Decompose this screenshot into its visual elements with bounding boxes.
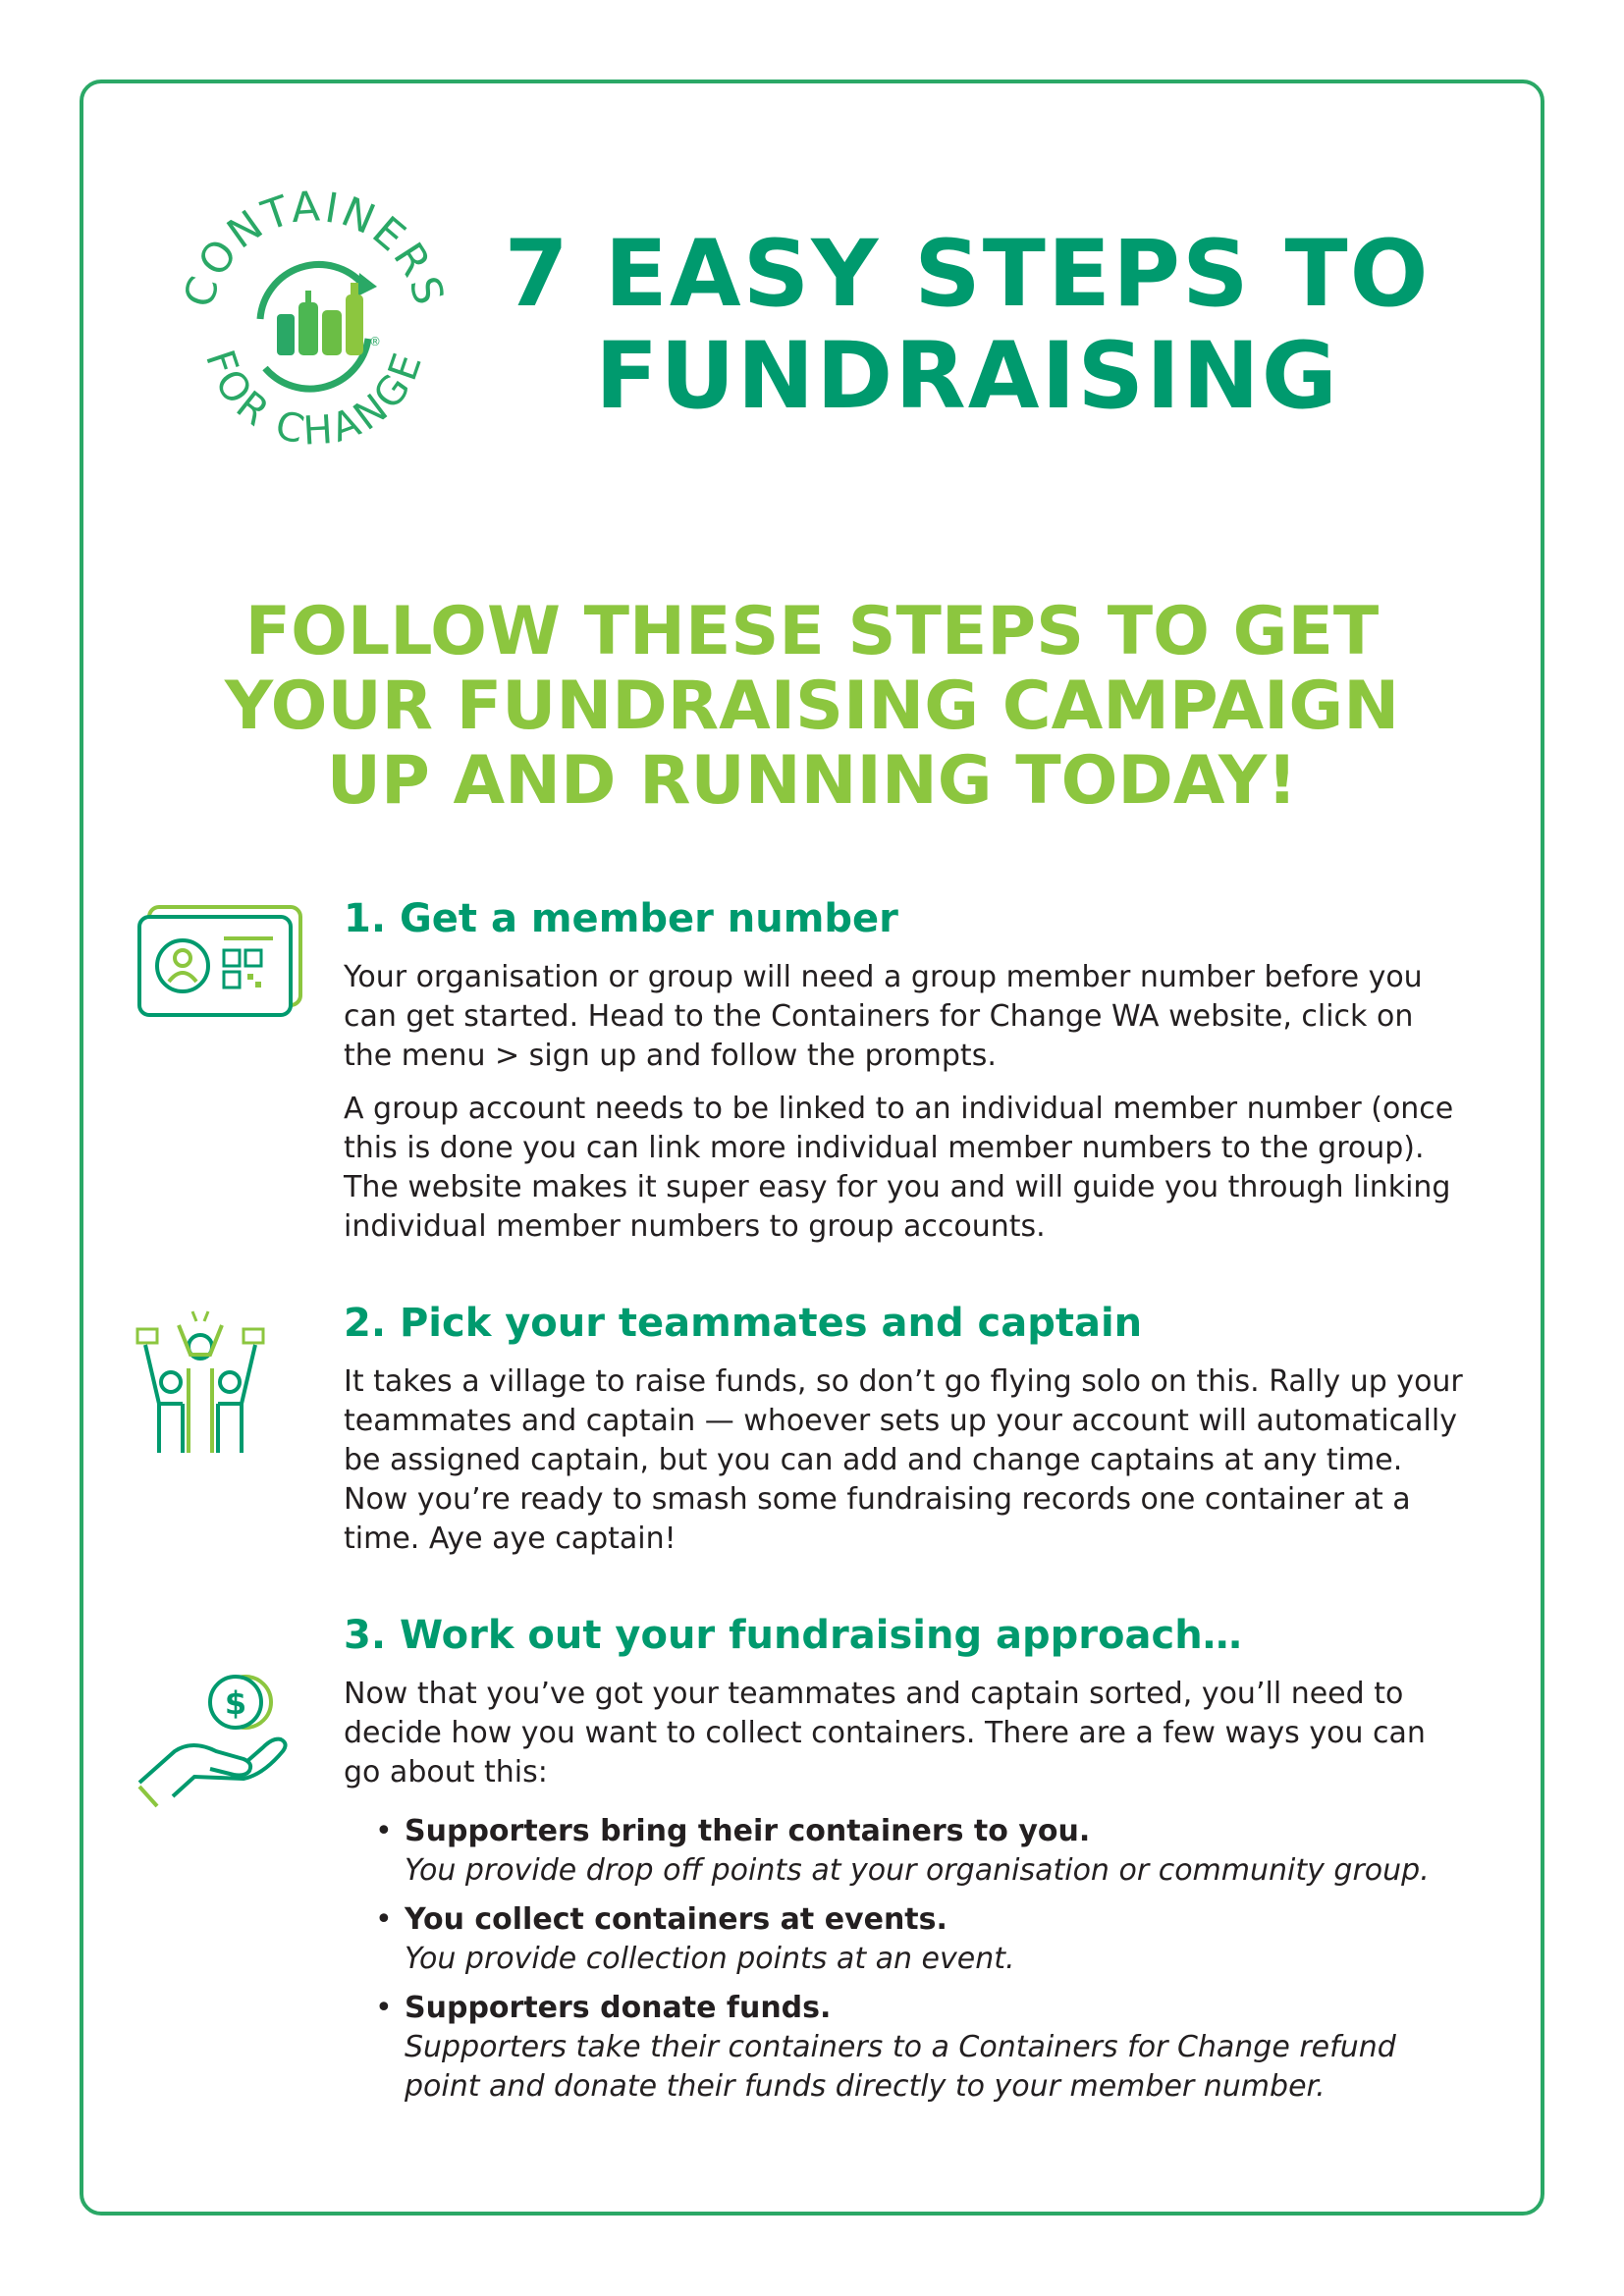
bottles-recycle-icon: [260, 264, 377, 389]
hand-coin-icon: [135, 1669, 293, 1816]
list-item: [375, 1900, 1463, 1979]
list-item: [375, 1812, 1463, 1891]
title-line-1: 7 EASY STEPS TO: [504, 221, 1431, 328]
list-item: [375, 1989, 1463, 2107]
step-2: [344, 1298, 1463, 1573]
subtitle-line-1: FOLLOW THESE STEPS TO GET: [244, 593, 1380, 670]
page-title: [481, 221, 1453, 430]
option-description: You provide drop off points at your organisation or community group.: [405, 1853, 1430, 1888]
member-card-icon: [135, 903, 304, 1021]
page-subtitle: [137, 595, 1487, 819]
step-1-paragraph-2: A group account needs to be linked to an individual member number (once this is done you can link more individual member numbers to the group). The website makes it super easy for you and will guide you through linking individual member numbers to group accounts.: [344, 1092, 1454, 1244]
step-1-paragraph-1: Your organisation or group will need a group member number before you can get started. Head to the Containers for Change WA website, click on the menu > sign up and follow the prompts.: [344, 960, 1423, 1073]
svg-text:CONTAINERS: [174, 182, 454, 312]
svg-text:$: $: [224, 1684, 247, 1722]
subtitle-line-2: YOUR FUNDRAISING CAMPAIGN: [224, 667, 1400, 745]
title-line-2: FUNDRAISING: [595, 323, 1339, 430]
option-title: • You collect containers at events.: [405, 1902, 947, 1937]
fundraising-options-list: [344, 1812, 1463, 2107]
option-title: • Supporters donate funds.: [405, 1991, 832, 2025]
step-2-heading: 2. Pick your teammates and captain: [344, 1301, 1143, 1346]
registered-mark: ®: [369, 335, 381, 348]
step-3: [344, 1610, 1463, 2116]
step-1: [344, 893, 1463, 1260]
team-celebration-icon: [135, 1306, 265, 1461]
option-title: • Supporters bring their containers to you.: [405, 1814, 1091, 1848]
logo-top-text: CONTAINERS: [174, 182, 455, 313]
logo-bottom-text: FOR CHANGE: [195, 344, 433, 454]
option-description: You provide collection points at an event.: [405, 1942, 1015, 1976]
step-2-paragraph-1: It takes a village to raise funds, so don’t go flying solo on this. Rally up your teammates and captain — whoever sets up your account will automatically be assigned captain, but you can add and change captains at any time. Now you’re ready to smash some fundraising records one container at a time. Aye aye captain!: [344, 1364, 1463, 1556]
step-1-heading: 1. Get a member number: [344, 896, 898, 941]
step-3-heading: 3. Work out your fundraising approach…: [344, 1613, 1242, 1658]
option-description: Supporters take their containers to a Containers for Change refund point and donate their funds directly to your member number.: [405, 2030, 1396, 2104]
containers-for-change-logo: [167, 157, 461, 471]
svg-text:FOR CHANGE: [196, 345, 432, 454]
step-3-paragraph-1: Now that you’ve got your teammates and captain sorted, you’ll need to decide how you want to collect containers. There are a few ways you can go about this:: [344, 1677, 1426, 1789]
subtitle-line-3: UP AND RUNNING TODAY!: [326, 742, 1298, 820]
